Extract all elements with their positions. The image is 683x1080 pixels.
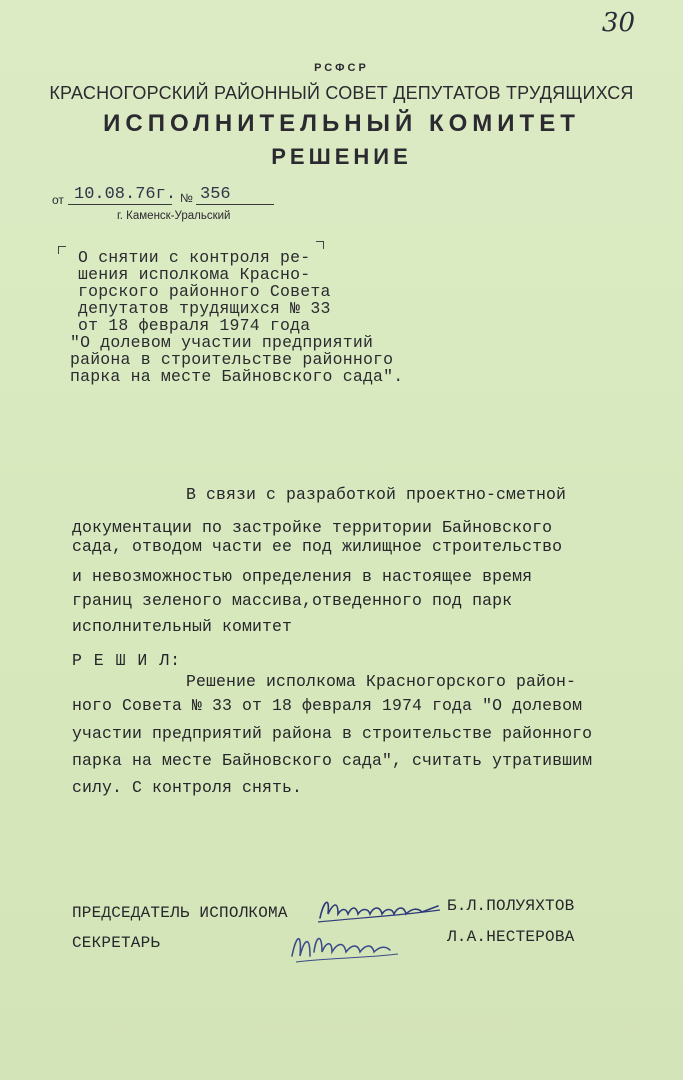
subject-line: "О долевом участии предприятий	[70, 333, 374, 352]
subject-line: О снятии с контроля ре-	[78, 248, 311, 267]
subject-line: депутатов трудящихся № 33	[78, 299, 331, 318]
preamble-line: документации по застройке территории Байновского	[72, 518, 553, 537]
subject-bracket-left	[58, 246, 66, 254]
decision-number: 356	[200, 185, 231, 204]
date-prefix: от	[52, 193, 64, 207]
decision-line: участии предприятий района в строительстве районного	[72, 724, 593, 743]
preamble-line: границ зеленого массива,отведенного под парк	[72, 591, 513, 610]
subject-line: парка на месте Байновского сада".	[70, 367, 404, 386]
preamble-line: и невозможностью определения в настоящее время	[72, 567, 533, 586]
secretary-title: СЕКРЕТАРЬ	[72, 934, 161, 952]
subject-line: шения исполкома Красно-	[78, 265, 311, 284]
decision-line: Решение исполкома Красногорского район-	[186, 672, 577, 691]
chairman-title: ПРЕДСЕДАТЕЛЬ ИСПОЛКОМА	[72, 904, 288, 922]
decision-line: силу. С контроля снять.	[72, 778, 303, 797]
secretary-name: Л.А.НЕСТЕРОВА	[447, 928, 575, 946]
resolved-heading: Р Е Ш И Л:	[72, 651, 182, 670]
preamble-line: исполнительный комитет	[72, 617, 293, 636]
subject-line: района в строительстве районного	[70, 350, 394, 369]
header-decision: РЕШЕНИЕ	[271, 144, 412, 169]
secretary-signature	[286, 922, 406, 966]
page-number: 30	[601, 8, 635, 38]
header-republic: РСФСР	[314, 62, 369, 74]
decision-date: 10.08.76г.	[74, 185, 177, 204]
subject-line: горского районного Совета	[78, 282, 331, 301]
decision-line: ного Совета № 33 от 18 февраля 1974 года "О долевом	[72, 696, 583, 715]
chairman-name: Б.Л.ПОЛУЯХТОВ	[447, 897, 575, 915]
subject-bracket-right	[316, 241, 324, 249]
date-underline	[68, 204, 172, 205]
header-committee: ИСПОЛНИТЕЛЬНЫЙ КОМИТЕТ	[103, 110, 580, 137]
header-council: КРАСНОГОРСКИЙ РАЙОННЫЙ СОВЕТ ДЕПУТАТОВ ТРУДЯЩИХСЯ	[49, 83, 634, 103]
preamble-line: В связи с разработкой проектно-сметной	[186, 485, 567, 504]
city: г. Каменск-Уральский	[117, 210, 231, 222]
preamble-line: сада, отводом части ее под жилищное строительство	[72, 537, 563, 556]
number-underline	[196, 204, 274, 205]
decision-line: парка на месте Байновского сада", считать утратившим	[72, 751, 593, 770]
subject-line: от 18 февраля 1974 года	[78, 316, 311, 335]
number-prefix: №	[180, 191, 193, 205]
